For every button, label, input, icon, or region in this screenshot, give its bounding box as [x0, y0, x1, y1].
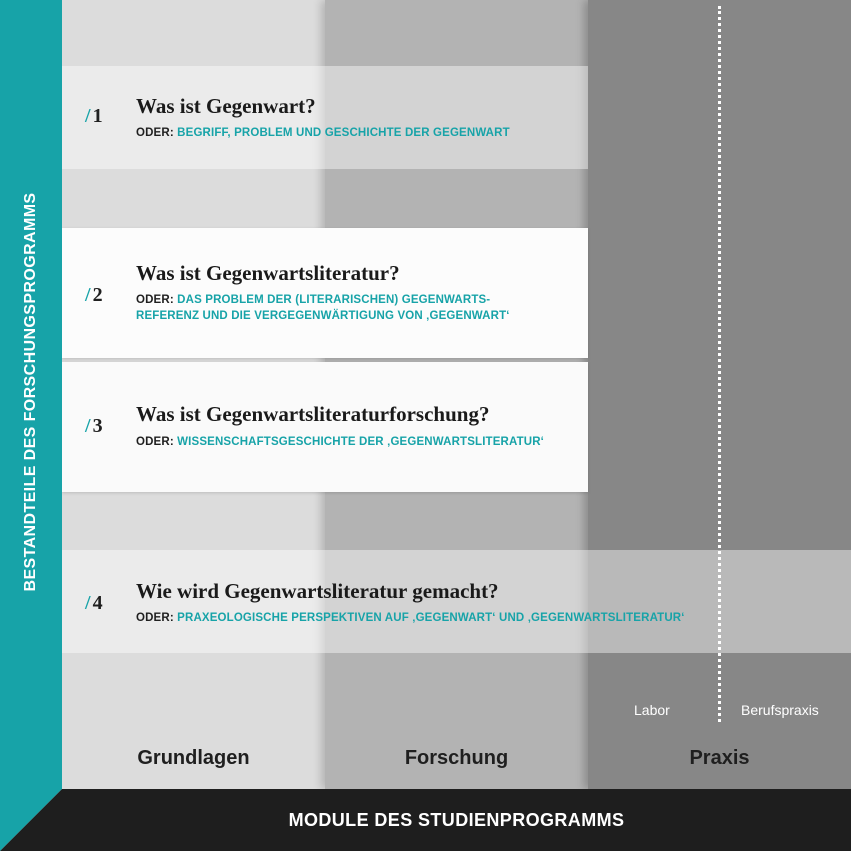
column-label-praxis: Praxis — [689, 747, 750, 769]
item-2-subtitle: ODER: DAS PROBLEM DER (LITERARISCHEN) GEGENWARTS- REFERENZ UND DIE VERGEGENWÄRTIGUNG VON ‚GEGENWART‘ — [136, 294, 510, 322]
item-1-number: / 1 — [85, 105, 103, 127]
item-2-number: / 2 — [85, 284, 103, 306]
labor-label: Labor — [634, 702, 670, 718]
column-label-grundlagen: Grundlagen — [137, 747, 250, 769]
bottom-axis-title: MODULE DES STUDIENPROGRAMMS — [288, 810, 625, 830]
item-3-subtitle: ODER: WISSENSCHAFTSGESCHICHTE DER ‚GEGENWARTSLITERATUR‘ — [136, 436, 545, 448]
berufspraxis-label: Berufspraxis — [741, 702, 819, 718]
column-label-forschung: Forschung — [404, 747, 509, 769]
left-axis-bar — [0, 0, 62, 851]
item-4-question: Wie wird Gegenwartsliteratur gemacht? — [136, 579, 499, 603]
item-1-subtitle: ODER: BEGRIFF, PROBLEM UND GESCHICHTE DER GEGENWART — [136, 127, 510, 139]
research-band-3 — [62, 362, 588, 492]
item-1-question: Was ist Gegenwart? — [136, 94, 316, 118]
item-3-question: Was ist Gegenwartsliteraturforschung? — [136, 402, 490, 426]
item-4-number: / 4 — [85, 592, 103, 614]
left-axis-title: BESTANDTEILE DES FORSCHUNGSPROGRAMMS — [22, 192, 39, 592]
item-3-number: / 3 — [85, 415, 103, 437]
item-2-question: Was ist Gegenwartsliteratur? — [136, 261, 400, 285]
item-4-subtitle: ODER: PRAXEOLOGISCHE PERSPEKTIVEN AUF ‚GEGENWART‘ UND ‚GEGENWARTSLITERATUR‘ — [136, 612, 685, 624]
